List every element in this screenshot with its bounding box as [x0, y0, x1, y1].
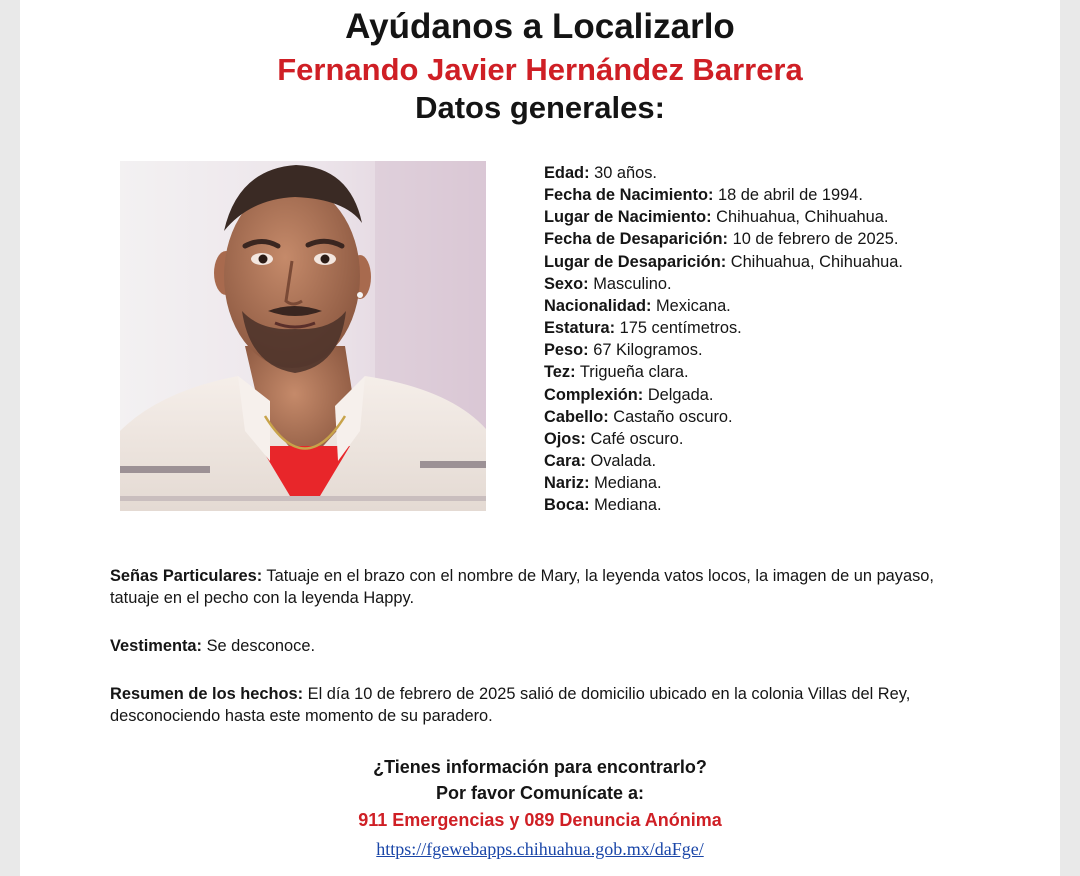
detail-row-cara	[544, 450, 903, 472]
detail-value: 30 años.	[594, 164, 657, 182]
poster-title: Ayúdanos a Localizarlo	[345, 7, 735, 46]
detail-label: Tez:	[544, 363, 576, 382]
detail-label: Complexión:	[544, 385, 644, 404]
detail-label: Edad:	[544, 164, 590, 182]
detail-label: Boca:	[544, 496, 590, 515]
detail-value: Trigueña clara.	[579, 363, 689, 382]
vestimenta	[110, 635, 980, 657]
vestimenta-text: Se desconoce.	[206, 637, 316, 655]
detail-value: Chihuahua, Chihuahua.	[730, 252, 903, 271]
detail-value: Delgada.	[647, 385, 714, 404]
detail-value: 175 centímetros.	[619, 319, 742, 338]
detail-value: Mediana.	[594, 496, 662, 515]
detail-row-cabello	[544, 406, 903, 428]
detail-row-peso	[544, 339, 903, 361]
missing-person-name: Fernando Javier Hernández Barrera	[277, 52, 803, 87]
detail-label: Sexo:	[544, 274, 589, 293]
detail-label: Fecha de Desaparición:	[544, 230, 729, 249]
detail-row-estatura	[544, 317, 903, 339]
detail-label: Cara:	[544, 452, 586, 471]
detail-row-nariz	[544, 472, 903, 494]
detail-value: Mexicana.	[656, 296, 731, 315]
resumen-hechos	[110, 683, 980, 727]
detail-row-complexion	[544, 384, 903, 406]
detail-row-boca	[544, 494, 903, 516]
detail-row-ojos	[544, 428, 903, 450]
detail-value: 18 de abril de 1994.	[717, 186, 863, 205]
detail-value: Chihuahua, Chihuahua.	[716, 208, 889, 227]
detail-row-fecha-desaparicion	[544, 228, 903, 250]
report-link[interactable]: https://fgewebapps.chihuahua.gob.mx/daFge/	[376, 839, 704, 859]
detail-label: Nariz:	[544, 474, 590, 493]
senas-label: Señas Particulares:	[110, 567, 263, 585]
detail-row-tez	[544, 361, 903, 383]
detail-label: Cabello:	[544, 407, 609, 426]
detail-value: 10 de febrero de 2025.	[732, 230, 899, 249]
detail-row-fecha-nacimiento	[544, 184, 903, 206]
person-photo	[120, 161, 486, 511]
detail-row-edad	[544, 162, 903, 184]
detail-value: Masculino.	[593, 274, 672, 293]
section-title: Datos generales:	[415, 90, 665, 125]
detail-row-lugar-desaparicion	[544, 251, 903, 273]
detail-value: Café oscuro.	[590, 429, 684, 448]
emergency-numbers: 911 Emergencias y 089 Denuncia Anónima	[358, 810, 722, 830]
details-list	[544, 162, 903, 517]
senas-particulares	[110, 565, 980, 609]
detail-value: Ovalada.	[590, 452, 657, 471]
detail-row-lugar-nacimiento	[544, 206, 903, 228]
detail-value: 67 Kilogramos.	[593, 341, 703, 360]
detail-row-nacionalidad	[544, 295, 903, 317]
detail-label: Fecha de Nacimiento:	[544, 186, 714, 205]
detail-value: Mediana.	[594, 474, 662, 493]
detail-label: Ojos:	[544, 429, 586, 448]
detail-row-sexo	[544, 273, 903, 295]
senas-text: Tatuaje en el brazo con el nombre de Mary, la leyenda vatos locos, la imagen de un payaso, tatuaje en el pecho con la leyenda Happy.	[110, 567, 934, 607]
detail-label: Peso:	[544, 341, 589, 360]
vestimenta-label: Vestimenta:	[110, 637, 203, 655]
detail-value: Castaño oscuro.	[613, 407, 733, 426]
resumen-text: El día 10 de febrero de 2025 salió de domicilio ubicado en la colonia Villas del Rey, desconociendo hasta este momento de su paradero.	[110, 685, 911, 725]
resumen-label: Resumen de los hechos:	[110, 685, 304, 703]
contact-question: ¿Tienes información para encontrarlo?	[373, 757, 707, 777]
detail-label: Lugar de Nacimiento:	[544, 208, 712, 227]
contact-prompt: Por favor Comunícate a:	[435, 783, 645, 803]
detail-label: Nacionalidad:	[544, 296, 652, 315]
detail-label: Estatura:	[544, 319, 616, 338]
detail-label: Lugar de Desaparición:	[544, 252, 727, 271]
